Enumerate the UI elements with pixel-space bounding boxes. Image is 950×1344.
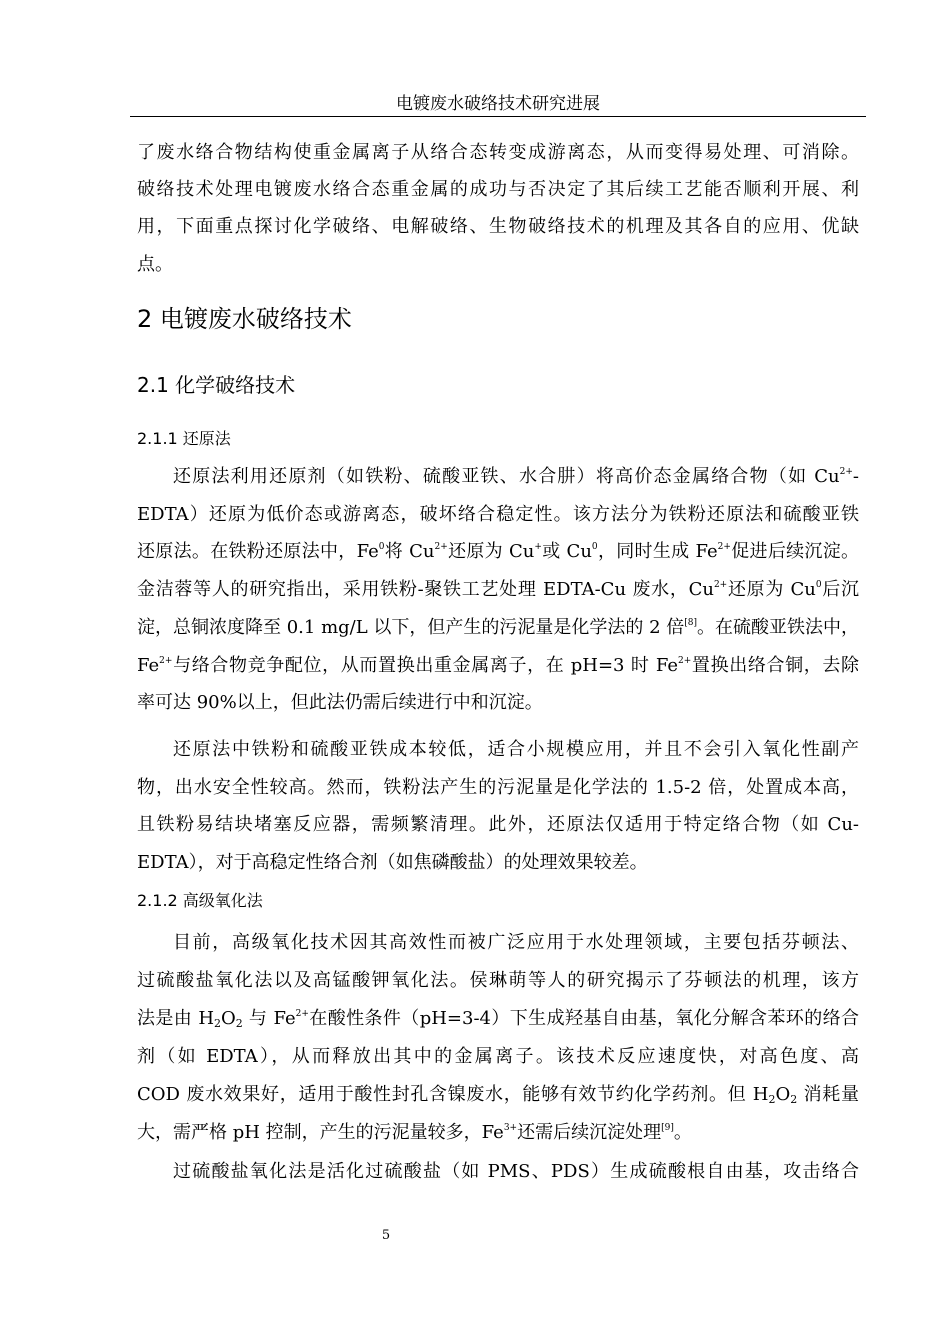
text-line: 金洁蓉等人的研究指出，采用铁粉-聚铁工艺处理 EDTA-Cu 废水，$Cu^{2+}$还原为 Cu$^0$后沉 [137,579,859,600]
text-line: 目前，高级氧化技术因其高效性而被广泛应用于水处理领域，主要包括芬顿法、 [173,932,859,953]
header-title: 电镀废水破络技术研究进展 [396,94,600,114]
citation: [9] [661,1123,674,1133]
text-line: 淀，总铜浓度降至 0.1 mg/L 以下，但产生的污泥量是化学法的 2 倍[8]。在硫酸亚铁法中， [137,617,859,638]
text-line: EDTA）还原为低价态或游离态，破坏络合稳定性。该方法分为铁粉还原法和硫酸亚铁 [137,504,859,525]
text-line: 用，下面重点探讨化学破络、电解破络、生物破络技术的机理及其各自的应用、优缺 [137,216,859,237]
text-line: EDTA），对于高稳定性络合剂（如焦磷酸盐）的处理效果较差。 [137,852,648,873]
text-line: 还原法中铁粉和硫酸亚铁成本较低，适合小规模应用，并且不会引入氧化性副产 [173,739,859,760]
text-line: 点。 [137,254,173,275]
subsection-heading: 2.1 化学破络技术 [137,373,296,397]
text-line: 过硫酸盐氧化法以及高锰酸钾氧化法。侯琳萌等人的研究揭示了芬顿法的机理，该方 [137,970,859,991]
text-line: 物，出水安全性较高。然而，铁粉法产生的污泥量是化学法的 1.5-2 倍，处置成本高， [137,777,859,798]
text-line: 且铁粉易结块堵塞反应器，需频繁清理。此外，还原法仅适用于特定络合物（如 Cu- [137,814,859,835]
subsubsection-heading: 2.1.1 还原法 [137,429,231,448]
section-heading: 2 电镀废水破络技术 [137,305,352,333]
subsubsection-heading: 2.1.2 高级氧化法 [137,891,263,910]
page-number: 5 [381,1228,391,1243]
text-line: 了废水络合物结构使重金属离子从络合态转变成游离态，从而变得易处理、可消除。 [137,142,859,163]
text-line: 还原法。在铁粉还原法中，Fe$^0$将 $Cu^{2+}$还原为 Cu+或 Cu$^0$，同时生成 $Fe^{2+}$促进后续沉淀。 [137,541,859,562]
text-line: 法是由 $H_2O_2$ 与 $Fe^{2+}$在酸性条件（pH=3-4）下生成羟基自由基，氧化分解含苯环的络合 [137,1008,859,1030]
text-line: 率可达 90%以上，但此法仍需后续进行中和沉淀。 [137,692,543,713]
text-line: 过硫酸盐氧化法是活化过硫酸盐（如 PMS、PDS）生成硫酸根自由基，攻击络合 [173,1161,859,1182]
header-divider [130,116,866,117]
text-line: 剂（如 EDTA），从而释放出其中的金属离子。该技术反应速度快，对高色度、高 [137,1046,859,1067]
text-line: 破络技术处理电镀废水络合态重金属的成功与否决定了其后续工艺能否顺利开展、利 [137,179,859,200]
citation: [8] [684,618,698,628]
text-line: COD 废水效果好，适用于酸性封孔含镍废水，能够有效节约化学药剂。但 $H_2O_2$ 消耗量 [137,1084,859,1106]
text-line: $Fe^{2+}$与络合物竞争配位，从而置换出重金属离子，在 pH=3 时 $Fe^{2+}$置换出络合铜，去除 [137,655,859,676]
text-line: 还原法利用还原剂（如铁粉、硫酸亚铁、水合肼）将高价态金属络合物（如 $Cu^{2+}-$ [173,466,859,487]
text-line: 大，需严格 pH 控制，产生的污泥量较多，$Fe^{3+}$还需后续沉淀处理[9]。 [137,1122,692,1143]
